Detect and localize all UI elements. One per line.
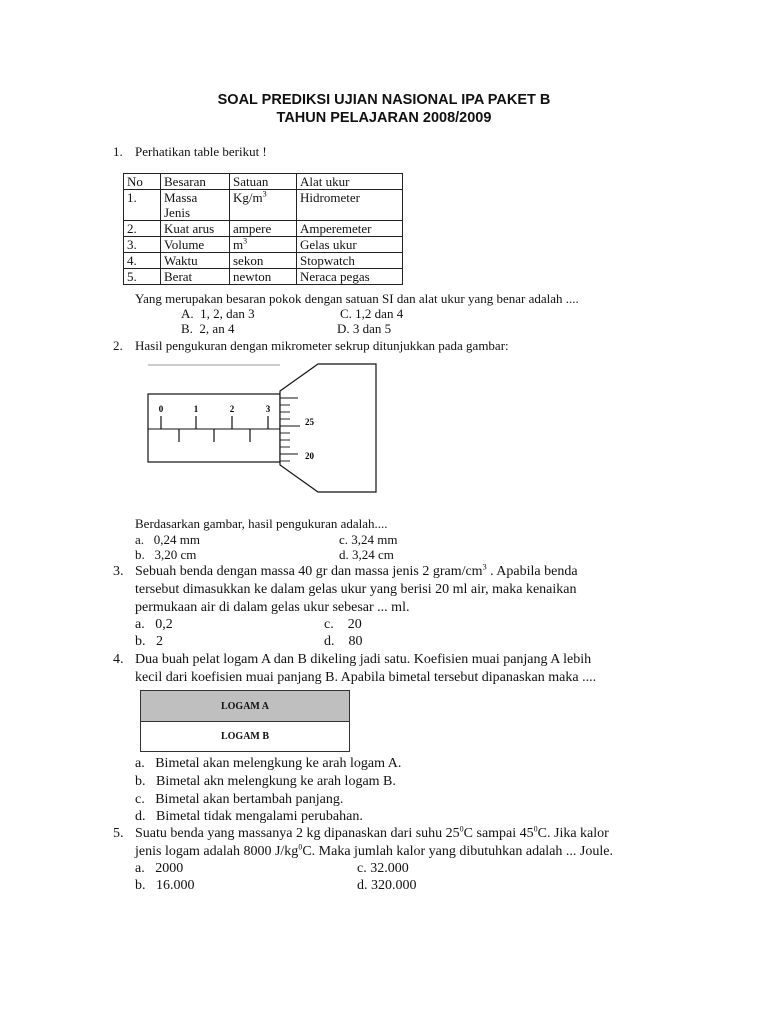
option-label: b.	[135, 634, 146, 649]
q3-option-c	[324, 617, 362, 633]
table-cell: Stopwatch	[297, 253, 403, 269]
q2-option-c	[339, 532, 398, 548]
option-text: 2, an 4	[199, 321, 235, 336]
option-text: 0,2	[155, 617, 173, 632]
option-text: 3,24 cm	[352, 547, 394, 562]
q5-option-c	[357, 861, 409, 877]
table-cell: 4.	[124, 253, 161, 269]
superscript: 0	[459, 824, 464, 834]
table-cell: Kuat arus	[161, 221, 230, 237]
main-scale-label: 3	[265, 404, 271, 414]
q3-line-3: permukaan air di dalam gelas ukur sebesar ... ml.	[135, 600, 410, 615]
option-label: c.	[324, 617, 334, 632]
option-label: A.	[181, 306, 194, 321]
q5-option-a	[135, 861, 183, 877]
superscript: 3	[243, 236, 248, 246]
table-cell: Amperemeter	[297, 221, 403, 237]
option-label: C.	[340, 306, 352, 321]
table-row	[124, 253, 403, 269]
superscript: 3	[482, 562, 487, 572]
table-cell: Gelas ukur	[297, 237, 403, 253]
q5-text: Suatu benda yang massanya 2 kg dipanaskan dari suhu 25	[135, 826, 460, 841]
quantities-table	[123, 173, 403, 285]
option-text: 80	[348, 634, 363, 649]
main-scale-label: 2	[229, 404, 235, 414]
option-label: a.	[135, 532, 145, 547]
table-cell: sekon	[230, 253, 297, 269]
option-text: Bimetal akan bertambah panjang.	[155, 792, 344, 807]
q1-text: Perhatikan table berikut !	[135, 144, 267, 159]
option-text: Bimetal akan melengkung ke arah logam A.	[155, 756, 402, 771]
document-subtitle: TAHUN PELAJARAN 2008/2009	[276, 110, 492, 126]
micrometer-sleeve	[148, 394, 280, 462]
option-text: 32.000	[370, 861, 409, 876]
option-text: 3 dan 5	[352, 321, 392, 336]
option-text: 1,2 dan 4	[355, 306, 404, 321]
thimble-scale-label: 25	[305, 417, 314, 427]
q3-text: . Apabila benda	[486, 564, 578, 579]
option-text: 20	[347, 617, 362, 632]
table-cell: ampere	[230, 221, 297, 237]
q5-option-d	[357, 878, 417, 894]
unit-text: m	[233, 237, 244, 252]
q5-text: C. Jika kalor	[537, 826, 609, 841]
table-row	[124, 190, 403, 221]
unit-text: Kg/m	[233, 190, 263, 205]
option-text: Bimetal akn melengkung ke arah logam B.	[156, 774, 396, 789]
q3-text: Sebuah benda dengan massa 40 gr dan massa jenis 2 gram/cm	[135, 564, 483, 579]
q1-option-a	[181, 306, 255, 322]
q3-line-2: tersebut dimasukkan ke dalam gelas ukur yang berisi 20 ml air, maka kenaikan	[135, 582, 577, 597]
q1-option-b	[181, 321, 234, 337]
q4-option-a	[135, 756, 401, 772]
q5-text: jenis logam adalah 8000 J/kg	[135, 844, 299, 859]
superscript: 3	[262, 189, 267, 199]
q5-line-1	[135, 826, 609, 842]
table-header-cell: Satuan	[230, 174, 297, 190]
option-label: d.	[135, 809, 146, 824]
option-text: 3,20 cm	[154, 547, 197, 562]
q2-option-d	[339, 547, 394, 563]
table-header-cell: No	[124, 174, 161, 190]
logam-b-strip: LOGAM B	[141, 722, 349, 751]
table-cell: Massa Jenis	[161, 190, 230, 221]
option-text: 320.000	[371, 878, 417, 893]
q4-number: 4.	[113, 652, 124, 667]
table-cell	[230, 190, 297, 221]
q1-number: 1.	[113, 144, 123, 159]
table-cell: 3.	[124, 237, 161, 253]
option-label: b.	[135, 547, 145, 562]
q2-text: Hasil pengukuran dengan mikrometer sekrup ditunjukkan pada gambar:	[135, 338, 509, 353]
table-cell: Waktu	[161, 253, 230, 269]
table-cell: newton	[230, 269, 297, 285]
option-text: 1, 2, dan 3	[200, 306, 255, 321]
q5-text: C. Maka jumlah kalor yang dibutuhkan adalah ... Joule.	[302, 844, 613, 859]
table-row	[124, 269, 403, 285]
superscript: 0	[533, 824, 538, 834]
q4-option-b	[135, 774, 396, 790]
option-label: d.	[339, 547, 349, 562]
main-scale-label: 0	[158, 404, 164, 414]
table-header-cell: Alat ukur	[297, 174, 403, 190]
q3-option-b	[135, 634, 163, 650]
main-scale-label: 1	[193, 404, 199, 414]
document-title: SOAL PREDIKSI UJIAN NASIONAL IPA PAKET B	[217, 92, 551, 108]
option-label: c.	[339, 532, 349, 547]
q4-line-1: Dua buah pelat logam A dan B dikeling jadi satu. Koefisien muai panjang A lebih	[135, 652, 592, 667]
option-text: 0,24 mm	[153, 532, 201, 547]
q3-number: 3.	[113, 564, 124, 579]
option-text: 16.000	[156, 878, 195, 893]
q4-option-d	[135, 809, 363, 825]
option-text: 2	[156, 634, 163, 649]
option-label: b.	[135, 774, 146, 789]
table-header-cell: Besaran	[161, 174, 230, 190]
micrometer-thimble	[280, 364, 376, 492]
q2-prompt: Berdasarkan gambar, hasil pengukuran adalah....	[135, 516, 388, 531]
table-cell: Berat	[161, 269, 230, 285]
option-text: Bimetal tidak mengalami perubahan.	[156, 809, 363, 824]
table-cell: Neraca pegas	[297, 269, 403, 285]
option-label: d.	[357, 878, 368, 893]
q2-option-b	[135, 547, 196, 563]
table-row	[124, 237, 403, 253]
q2-option-a	[135, 532, 200, 548]
q4-option-c	[135, 792, 343, 808]
option-text: 3,24 mm	[351, 532, 398, 547]
option-label: b.	[135, 878, 146, 893]
option-label: a.	[135, 617, 145, 632]
superscript: 0	[298, 842, 303, 852]
q4-line-2: kecil dari koefisien muai panjang B. Apabila bimetal tersebut dipanaskan maka ....	[135, 670, 597, 685]
q5-text: C sampai 45	[463, 826, 534, 841]
option-label: a.	[135, 861, 145, 876]
table-cell: 5.	[124, 269, 161, 285]
option-label: c.	[135, 792, 145, 807]
table-cell: 1.	[124, 190, 161, 221]
q1-prompt: Yang merupakan besaran pokok dengan satuan SI dan alat ukur yang benar adalah ....	[135, 291, 579, 306]
table-row	[124, 221, 403, 237]
q5-number: 5.	[113, 826, 124, 841]
table-cell	[230, 237, 297, 253]
q1-option-c	[340, 306, 403, 322]
thimble-scale-label: 20	[305, 451, 314, 461]
logam-a-strip: LOGAM A	[141, 691, 349, 722]
q2-number: 2.	[113, 338, 123, 353]
option-text: 2000	[155, 861, 184, 876]
table-cell: Hidrometer	[297, 190, 403, 221]
q5-line-2	[135, 844, 613, 860]
q5-option-b	[135, 878, 195, 894]
q3-option-a	[135, 617, 173, 633]
option-label: c.	[357, 861, 367, 876]
q1-option-d	[337, 321, 391, 337]
option-label: D.	[337, 321, 350, 336]
option-label: B.	[181, 321, 193, 336]
table-cell: Volume	[161, 237, 230, 253]
q3-option-d	[324, 634, 363, 650]
option-label: d.	[324, 634, 335, 649]
micrometer-figure	[140, 358, 390, 494]
bimetal-figure	[140, 690, 350, 752]
option-label: a.	[135, 756, 145, 771]
table-cell: 2.	[124, 221, 161, 237]
q3-line-1	[135, 564, 578, 580]
